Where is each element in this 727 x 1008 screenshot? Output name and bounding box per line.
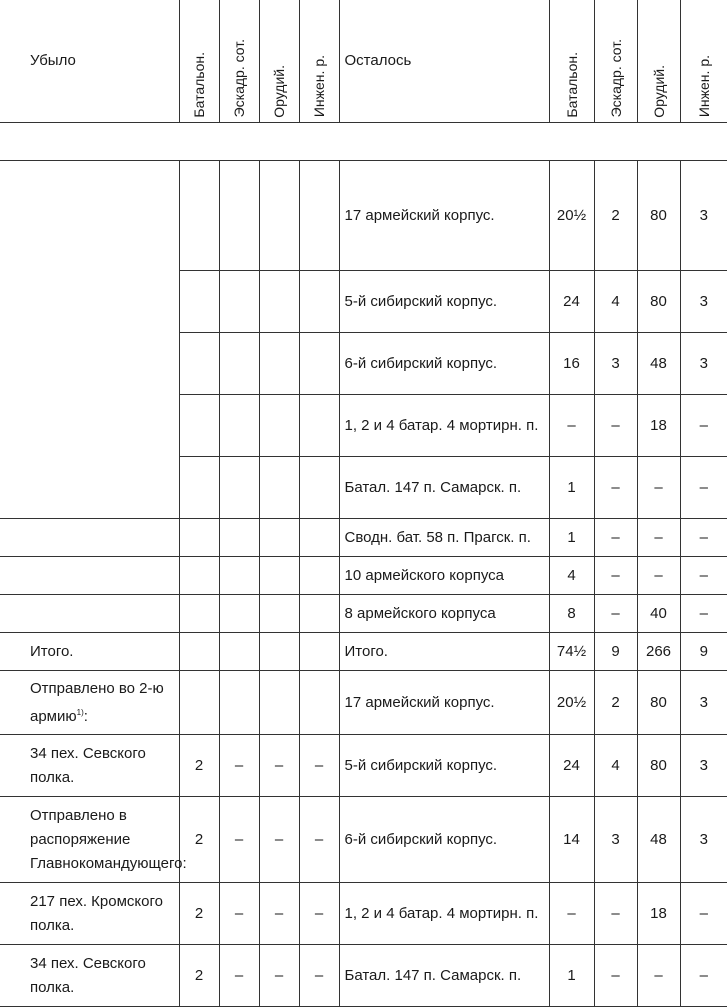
unit-name-cell: 8 армейского корпуса [339,595,549,633]
right-value-cell: 18 [637,883,680,945]
right-value-cell: – [680,557,727,595]
unit-name-cell: 17 армейский корпус. [339,671,549,735]
left-value-cell: – [299,945,339,1007]
table-row [0,557,727,595]
right-value-cell: 74½ [549,633,594,671]
left-value-cell [219,633,259,671]
right-value-cell: – [680,519,727,557]
left-value-cell [259,633,299,671]
left-value-cell: – [299,735,339,797]
right-value-cell: 18 [637,395,680,457]
table-row [0,161,727,271]
left-value-cell [299,595,339,633]
right-value-cell: – [594,883,637,945]
left-value-cell: – [219,797,259,883]
row-left-label [0,519,179,557]
unit-name-cell: Итого. [339,633,549,671]
left-value-cell [259,395,299,457]
right-value-cell: 80 [637,735,680,797]
row-left-label [0,557,179,595]
table-body [0,161,727,1007]
left-value-cell [219,557,259,595]
header-right-guns: Орудий. [650,64,667,118]
right-value-cell: 4 [594,735,637,797]
left-value-cell: – [219,883,259,945]
right-value-cell: – [594,945,637,1007]
left-value-cell [179,671,219,735]
left-value-cell [299,271,339,333]
right-value-cell: 80 [637,271,680,333]
left-value-cell [179,457,219,519]
left-value-cell [299,457,339,519]
row-left-label: Итого. [0,633,179,671]
right-value-cell: – [594,457,637,519]
left-value-cell [179,333,219,395]
left-value-cell [259,161,299,271]
right-value-cell: – [594,395,637,457]
left-value-cell [179,161,219,271]
right-value-cell: 24 [549,735,594,797]
right-value-cell: 3 [680,161,727,271]
left-value-cell [219,271,259,333]
right-value-cell: 20½ [549,671,594,735]
right-value-cell: 1 [549,945,594,1007]
right-value-cell: 16 [549,333,594,395]
row-left-label: Отправлено в распоряжение Главнокомандующего: [0,797,179,883]
right-value-cell: – [637,557,680,595]
header-left-engineers: Инжен. р. [311,55,327,118]
left-value-cell [179,519,219,557]
right-value-cell: – [680,945,727,1007]
header-right-squadrons: Эскадр. сот. [607,39,624,118]
right-value-cell: 8 [549,595,594,633]
table-header [0,0,727,123]
right-value-cell: 266 [637,633,680,671]
left-value-cell: 2 [179,797,219,883]
right-value-cell: 20½ [549,161,594,271]
row-left-label: 217 пех. Кромского полка. [0,883,179,945]
left-value-cell [259,671,299,735]
left-value-cell: 2 [179,735,219,797]
table-row [0,735,727,797]
left-value-cell [179,595,219,633]
unit-name-cell: 10 армейского корпуса [339,557,549,595]
row-left-label [0,161,179,519]
left-value-cell [179,271,219,333]
header-left-label: Убыло [0,0,179,122]
left-value-cell [299,161,339,271]
right-value-cell: 4 [549,557,594,595]
right-value-cell: – [549,883,594,945]
header-left-guns: Орудий. [271,64,287,118]
unit-name-cell: Батал. 147 п. Самарск. п. [339,945,549,1007]
left-value-cell: – [299,797,339,883]
row-left-label: Отправлено во 2-ю армию$^{1)}$: [0,671,179,735]
header-right-battalions: Батальон. [563,51,580,118]
unit-name-cell: 5-й сибирский корпус. [339,735,549,797]
left-value-cell [259,519,299,557]
right-value-cell: – [637,457,680,519]
right-value-cell: 3 [680,797,727,883]
right-value-cell: 9 [680,633,727,671]
right-value-cell: – [594,519,637,557]
right-value-cell: 14 [549,797,594,883]
right-value-cell: 4 [594,271,637,333]
right-value-cell: – [637,519,680,557]
right-value-cell: – [680,395,727,457]
row-left-label: 34 пех. Севского полка. [0,735,179,797]
left-value-cell: – [219,945,259,1007]
left-value-cell [259,557,299,595]
left-value-cell [299,333,339,395]
table-row [0,945,727,1007]
header-right-engineers: Инжен. р. [695,55,712,118]
right-value-cell: 1 [549,519,594,557]
unit-name-cell: 1, 2 и 4 батар. 4 мортирн. п. [339,883,549,945]
left-value-cell [219,457,259,519]
header-left-squadrons: Эскадр. сот. [231,39,247,118]
right-value-cell: 80 [637,671,680,735]
left-value-cell [299,557,339,595]
right-value-cell: 24 [549,271,594,333]
unit-name-cell: 17 армейский корпус. [339,161,549,271]
right-value-cell: – [680,457,727,519]
left-value-cell: – [259,797,299,883]
left-value-cell [219,595,259,633]
left-value-cell [299,395,339,457]
row-left-label: 34 пех. Севского полка. [0,945,179,1007]
left-value-cell: – [259,735,299,797]
table-row [0,883,727,945]
left-value-cell [179,557,219,595]
left-value-cell: – [259,883,299,945]
right-value-cell: – [680,883,727,945]
left-value-cell [219,333,259,395]
unit-name-cell: Сводн. бат. 58 п. Прагск. п. [339,519,549,557]
left-value-cell [219,671,259,735]
right-value-cell: 9 [594,633,637,671]
header-left-battalions: Батальон. [191,51,207,118]
right-value-cell: 2 [594,671,637,735]
right-value-cell: – [637,945,680,1007]
data-table [0,160,727,1007]
left-value-cell: – [219,735,259,797]
left-value-cell [219,519,259,557]
left-value-cell [179,395,219,457]
right-value-cell: 1 [549,457,594,519]
right-value-cell: 40 [637,595,680,633]
left-value-cell [219,395,259,457]
header-right-label: Осталось [339,0,549,122]
table-row [0,519,727,557]
left-value-cell: 2 [179,883,219,945]
table-row [0,595,727,633]
table-row [0,797,727,883]
right-value-cell: 3 [680,271,727,333]
right-value-cell: 3 [680,671,727,735]
left-value-cell [179,633,219,671]
left-value-cell: 2 [179,945,219,1007]
left-value-cell [299,633,339,671]
unit-name-cell: 6-й сибирский корпус. [339,333,549,395]
unit-name-cell: Батал. 147 п. Самарск. п. [339,457,549,519]
table-row [0,671,727,735]
table-row [0,633,727,671]
left-value-cell [299,519,339,557]
left-value-cell [219,161,259,271]
right-value-cell: 3 [594,797,637,883]
unit-name-cell: 5-й сибирский корпус. [339,271,549,333]
right-value-cell: – [680,595,727,633]
right-value-cell: – [549,395,594,457]
right-value-cell: 48 [637,333,680,395]
right-value-cell: 2 [594,161,637,271]
right-value-cell: 3 [680,333,727,395]
unit-name-cell: 6-й сибирский корпус. [339,797,549,883]
left-value-cell [259,271,299,333]
left-value-cell: – [299,883,339,945]
footnote-mark: 1) [76,707,84,717]
left-value-cell: – [259,945,299,1007]
left-value-cell [259,333,299,395]
right-value-cell: 80 [637,161,680,271]
left-value-cell [299,671,339,735]
right-value-cell: 3 [680,735,727,797]
left-value-cell [259,457,299,519]
unit-name-cell: 1, 2 и 4 батар. 4 мортирн. п. [339,395,549,457]
left-value-cell [259,595,299,633]
right-value-cell: 48 [637,797,680,883]
right-value-cell: – [594,557,637,595]
right-value-cell: – [594,595,637,633]
right-value-cell: 3 [594,333,637,395]
row-left-label [0,595,179,633]
